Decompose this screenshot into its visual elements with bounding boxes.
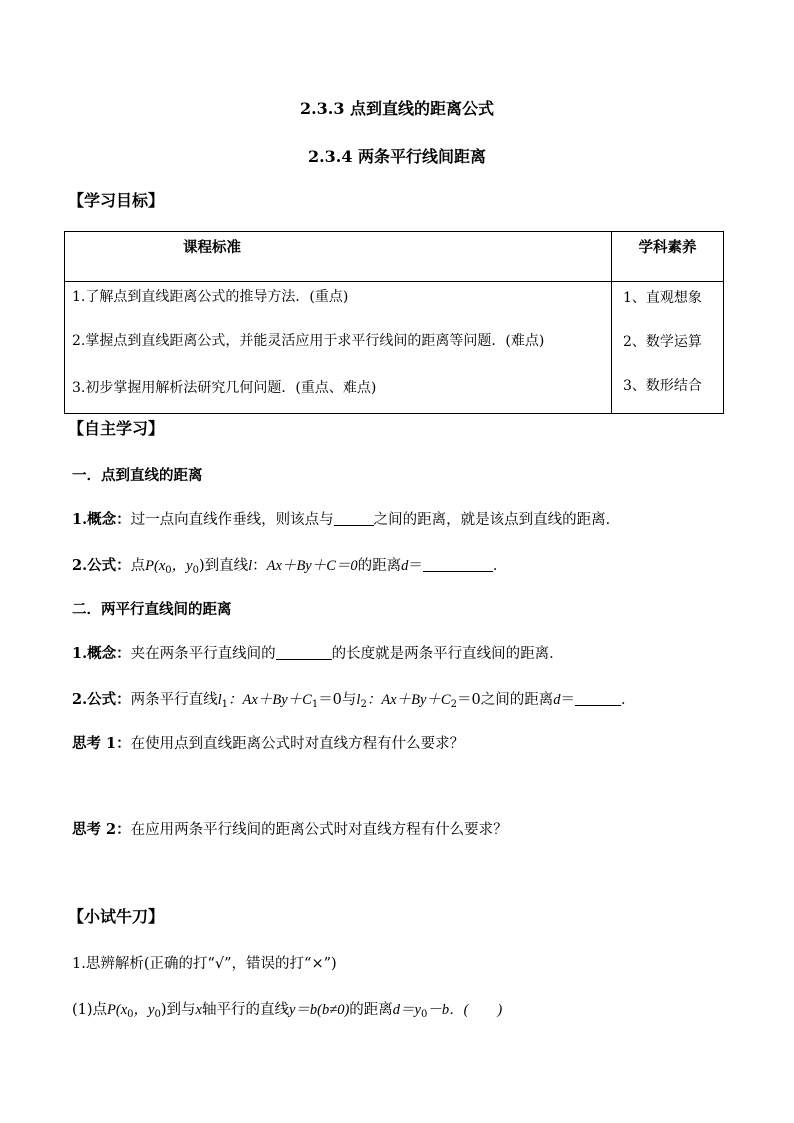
formula-text: 点 [130,558,146,574]
practice-item-1 [72,998,502,1019]
part1-concept [72,508,620,529]
formula-math: l [248,558,253,574]
concept-label: 1.概念： [72,645,131,662]
item-math: P(x [107,1002,128,1018]
item-math: d＝y [392,1002,421,1018]
formula-text: ＝ [560,692,575,708]
section-goals-heading: 【学习目标】 [68,191,165,210]
formula-text: ． [620,692,636,708]
think-text: 在应用两条平行线间的距离公式时对直线方程有什么要求？ [130,822,508,838]
item-text: )到与 [160,1002,196,1018]
concept-label: 1.概念： [72,511,131,528]
concept-text: 过一点向直线作垂线，则该点与 [130,512,334,528]
practice-intro: 1.思辨解析(正确的打“√”，错误的打“×”) [72,956,337,972]
item-text: 的距离 [349,1002,393,1018]
formula-math: Ax＋By＋C＝0 [266,558,358,574]
goals-table [64,231,724,414]
formula-text: )到直线 [198,558,249,574]
standards-cell [65,282,612,414]
subscript: 0 [420,1009,428,1020]
formula-text: ． [492,558,508,574]
answer-bracket[interactable]: －b．( ) [427,1002,503,1018]
fill-blank[interactable] [423,557,493,572]
literacy-cell [612,282,724,414]
think-question-2 [72,818,508,839]
standard-item: 1.了解点到直线距离公式的推导方法．(重点) [72,289,349,305]
formula-text: ＝ [408,558,423,574]
concept-text: 的长度就是两条平行直线间的距离． [331,646,564,662]
think-text: 在使用点到直线距离公式时对直线方程有什么要求？ [130,736,465,752]
fill-blank[interactable] [276,645,332,660]
think-label: 思考 1： [72,735,131,752]
formula-label: 2.公式： [72,691,131,708]
item-text: (1)点 [72,1002,108,1018]
item-math: x [195,1002,202,1018]
section-self-study-heading: 【自主学习】 [68,419,165,438]
subscript: 0 [165,565,172,576]
header-subject-literacy: 学科素养 [612,232,724,282]
subscript: 0 [192,565,199,576]
lesson-title-2: 2.3.4 两条平行线间距离 [307,147,487,166]
formula-math: d [401,558,409,574]
item-text: 轴平行的直线 [201,1002,289,1018]
subscript: 1 [311,699,319,710]
part2-concept [72,642,564,663]
fill-blank[interactable] [334,511,374,526]
lesson-title-1: 2.3.3 点到直线的距离公式 [299,99,495,118]
standard-item: 2.掌握点到直线距离公式，并能灵活应用于求平行线间的距离等问题．(难点) [72,333,545,349]
fill-blank[interactable] [575,691,621,706]
formula-math: l [356,692,361,708]
part2-formula [72,688,635,709]
concept-text: 夹在两条平行直线间的 [130,646,276,662]
think-label: 思考 2： [72,821,131,838]
formula-math: P(x [145,558,166,574]
subscript: 0 [127,1009,134,1020]
formula-text: 两条平行直线 [130,692,218,708]
formula-label: 2.公式： [72,557,131,574]
formula-text: ＝0与 [318,692,357,708]
item-math: ，y [133,1002,155,1018]
part1-formula [72,554,507,575]
think-question-1 [72,732,464,753]
formula-math: ：Ax＋By＋C [228,692,312,708]
formula-text: ＝0之间的距离 [456,692,554,708]
section-practice-heading: 【小试牛刀】 [68,907,165,926]
standard-item: 3.初步掌握用解析法研究几何问题．(重点、难点) [72,380,377,396]
formula-math: ：Ax＋By＋C [366,692,451,708]
subscript: 0 [154,1009,161,1020]
part2-heading: 二．两平行直线间的距离 [72,601,232,618]
part1-heading: 一．点到直线的距离 [72,467,203,484]
formula-text: ： [252,558,267,574]
formula-math: d [553,692,561,708]
concept-text: 之间的距离，就是该点到直线的距离． [373,512,621,528]
item-math: y＝b(b≠0) [288,1002,350,1018]
literacy-item: 3、数形结合 [623,378,702,394]
header-curriculum-standard: 课程标准 [65,232,612,282]
formula-text: 的距离 [357,558,402,574]
formula-math: l [217,692,222,708]
literacy-item: 1、直观想象 [623,290,702,306]
subscript: 2 [450,699,457,710]
literacy-item: 2、数学运算 [623,334,702,350]
formula-math: ，y [171,558,193,574]
subscript: 1 [221,699,229,710]
subscript: 2 [360,699,367,710]
